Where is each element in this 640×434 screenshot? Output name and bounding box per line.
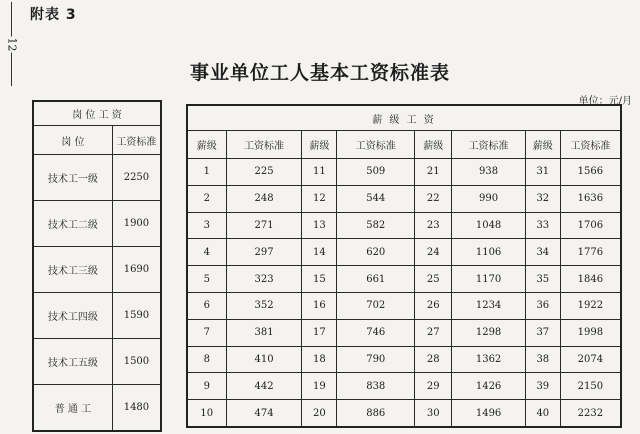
standard-header: 工资标准 bbox=[226, 131, 302, 159]
grade-standard-cell: 381 bbox=[226, 319, 302, 346]
grade-standard-cell: 990 bbox=[452, 185, 526, 212]
grade-level-cell: 20 bbox=[302, 400, 337, 427]
grade-level-cell: 11 bbox=[302, 159, 337, 186]
grade-level-cell: 1 bbox=[187, 159, 226, 186]
grade-standard-cell: 410 bbox=[226, 346, 302, 373]
grade-standard-cell: 1298 bbox=[452, 319, 526, 346]
grade-wage-table bbox=[186, 104, 622, 428]
grade-level-cell: 12 bbox=[302, 185, 337, 212]
grade-level-cell: 29 bbox=[415, 373, 452, 400]
page-number: 12 bbox=[5, 37, 19, 52]
grade-standard-cell: 2074 bbox=[560, 346, 621, 373]
grade-standard-cell: 1496 bbox=[452, 400, 526, 427]
grade-level-cell: 19 bbox=[302, 373, 337, 400]
grade-level-cell: 28 bbox=[415, 346, 452, 373]
grade-level-cell: 26 bbox=[415, 292, 452, 319]
grade-level-cell: 27 bbox=[415, 319, 452, 346]
grade-standard-cell: 225 bbox=[226, 159, 302, 186]
grade-standard-cell: 248 bbox=[226, 185, 302, 212]
grade-level-cell: 8 bbox=[187, 346, 226, 373]
grade-standard-cell: 746 bbox=[337, 319, 415, 346]
table-row bbox=[33, 247, 161, 293]
standard-header: 工资标准 bbox=[452, 131, 526, 159]
grade-standard-cell: 886 bbox=[337, 400, 415, 427]
grade-level-cell: 4 bbox=[187, 239, 226, 266]
grade-level-cell: 10 bbox=[187, 400, 226, 427]
grade-standard-cell: 790 bbox=[337, 346, 415, 373]
grade-level-cell: 21 bbox=[415, 159, 452, 186]
post-standard-cell: 1690 bbox=[112, 247, 161, 293]
grade-standard-cell: 1234 bbox=[452, 292, 526, 319]
standard-column-header: 工资标准 bbox=[112, 126, 161, 155]
post-standard-cell: 1900 bbox=[112, 201, 161, 247]
grade-standard-cell: 1170 bbox=[452, 266, 526, 293]
table-row bbox=[187, 266, 621, 293]
table-row bbox=[33, 293, 161, 339]
grade-standard-cell: 938 bbox=[452, 159, 526, 186]
grade-level-cell: 31 bbox=[525, 159, 560, 186]
post-name-cell: 技术工四级 bbox=[33, 293, 112, 339]
grade-level-cell: 40 bbox=[525, 400, 560, 427]
grade-standard-cell: 544 bbox=[337, 185, 415, 212]
standard-header: 工资标准 bbox=[337, 131, 415, 159]
table-row bbox=[187, 159, 621, 186]
grade-level-cell: 37 bbox=[525, 319, 560, 346]
grade-level-cell: 30 bbox=[415, 400, 452, 427]
post-name-cell: 技术工五级 bbox=[33, 339, 112, 385]
grade-standard-cell: 661 bbox=[337, 266, 415, 293]
table-row bbox=[33, 201, 161, 247]
grade-standard-cell: 1998 bbox=[560, 319, 621, 346]
grade-standard-cell: 442 bbox=[226, 373, 302, 400]
grade-standard-cell: 582 bbox=[337, 212, 415, 239]
grade-level-cell: 38 bbox=[525, 346, 560, 373]
grade-standard-cell: 620 bbox=[337, 239, 415, 266]
grade-table-title: 薪 级 工 资 bbox=[187, 105, 621, 131]
grade-header: 薪级 bbox=[525, 131, 560, 159]
table-row bbox=[187, 373, 621, 400]
grade-level-cell: 13 bbox=[302, 212, 337, 239]
post-name-cell: 技术工三级 bbox=[33, 247, 112, 293]
grade-standard-cell: 1048 bbox=[452, 212, 526, 239]
page-title: 事业单位工人基本工资标准表 bbox=[189, 62, 450, 84]
grade-level-cell: 35 bbox=[525, 266, 560, 293]
table-row bbox=[187, 319, 621, 346]
grade-standard-cell: 352 bbox=[226, 292, 302, 319]
grade-standard-cell: 1706 bbox=[560, 212, 621, 239]
grade-standard-cell: 838 bbox=[337, 373, 415, 400]
table-row bbox=[33, 339, 161, 385]
grade-level-cell: 36 bbox=[525, 292, 560, 319]
table-row bbox=[187, 400, 621, 427]
grade-standard-cell: 1922 bbox=[560, 292, 621, 319]
grade-standard-cell: 474 bbox=[226, 400, 302, 427]
grade-level-cell: 18 bbox=[302, 346, 337, 373]
post-wage-table bbox=[32, 100, 162, 432]
grade-level-cell: 6 bbox=[187, 292, 226, 319]
standard-header: 工资标准 bbox=[560, 131, 621, 159]
grade-header: 薪级 bbox=[415, 131, 452, 159]
table-row bbox=[187, 212, 621, 239]
grade-standard-cell: 509 bbox=[337, 159, 415, 186]
post-name-cell: 技术工一级 bbox=[33, 155, 112, 201]
post-standard-cell: 1500 bbox=[112, 339, 161, 385]
table-row bbox=[187, 346, 621, 373]
grade-standard-cell: 271 bbox=[226, 212, 302, 239]
grade-standard-cell: 702 bbox=[337, 292, 415, 319]
grade-standard-cell: 1776 bbox=[560, 239, 621, 266]
grade-level-cell: 16 bbox=[302, 292, 337, 319]
grade-standard-cell: 1106 bbox=[452, 239, 526, 266]
grade-standard-cell: 297 bbox=[226, 239, 302, 266]
post-standard-cell: 2250 bbox=[112, 155, 161, 201]
grade-level-cell: 23 bbox=[415, 212, 452, 239]
post-column-header: 岗 位 bbox=[33, 126, 112, 155]
grade-header: 薪级 bbox=[187, 131, 226, 159]
table-row bbox=[187, 185, 621, 212]
grade-standard-cell: 1636 bbox=[560, 185, 621, 212]
post-table-title: 岗 位 工 资 bbox=[33, 101, 161, 126]
appendix-label: 附表 3 bbox=[30, 7, 77, 23]
grade-standard-cell: 1566 bbox=[560, 159, 621, 186]
grade-level-cell: 5 bbox=[187, 266, 226, 293]
grade-level-cell: 34 bbox=[525, 239, 560, 266]
grade-level-cell: 15 bbox=[302, 266, 337, 293]
grade-level-cell: 25 bbox=[415, 266, 452, 293]
table-row bbox=[187, 292, 621, 319]
grade-level-cell: 2 bbox=[187, 185, 226, 212]
grade-level-cell: 3 bbox=[187, 212, 226, 239]
grade-level-cell: 24 bbox=[415, 239, 452, 266]
grade-header: 薪级 bbox=[302, 131, 337, 159]
grade-standard-cell: 1426 bbox=[452, 373, 526, 400]
table-row bbox=[33, 385, 161, 432]
grade-level-cell: 17 bbox=[302, 319, 337, 346]
post-standard-cell: 1480 bbox=[112, 385, 161, 432]
post-standard-cell: 1590 bbox=[112, 293, 161, 339]
grade-level-cell: 9 bbox=[187, 373, 226, 400]
grade-level-cell: 14 bbox=[302, 239, 337, 266]
table-row bbox=[33, 155, 161, 201]
grade-standard-cell: 2232 bbox=[560, 400, 621, 427]
grade-standard-cell: 2150 bbox=[560, 373, 621, 400]
grade-level-cell: 22 bbox=[415, 185, 452, 212]
post-name-cell: 技术工二级 bbox=[33, 201, 112, 247]
grade-standard-cell: 1362 bbox=[452, 346, 526, 373]
grade-standard-cell: 1846 bbox=[560, 266, 621, 293]
grade-level-cell: 39 bbox=[525, 373, 560, 400]
unit-label: 单位：元/月 bbox=[578, 96, 632, 107]
post-name-cell: 普 通 工 bbox=[33, 385, 112, 432]
grade-level-cell: 7 bbox=[187, 319, 226, 346]
grade-standard-cell: 323 bbox=[226, 266, 302, 293]
table-row bbox=[187, 239, 621, 266]
grade-level-cell: 32 bbox=[525, 185, 560, 212]
grade-level-cell: 33 bbox=[525, 212, 560, 239]
